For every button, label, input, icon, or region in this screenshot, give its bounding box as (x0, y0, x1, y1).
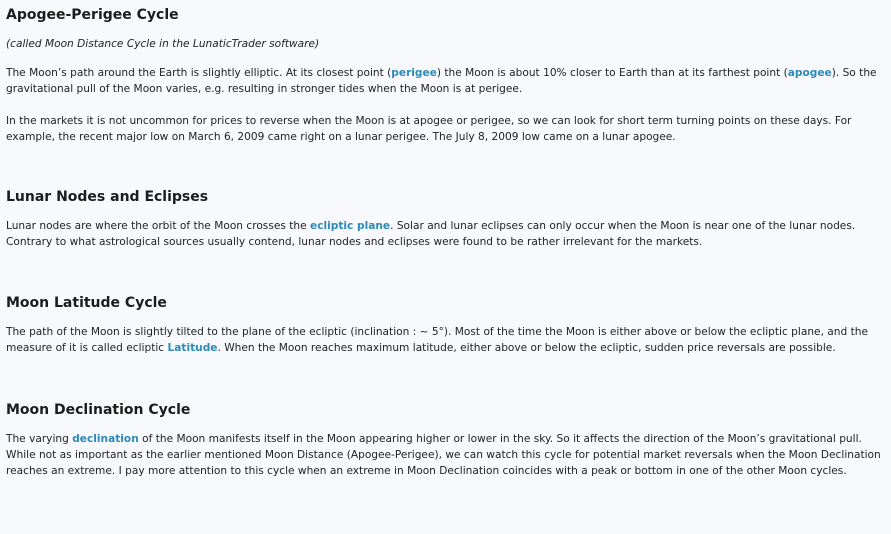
section-moon-declination (6, 401, 885, 479)
section-heading: Moon Latitude Cycle (6, 295, 167, 311)
paragraph-text: The varying (6, 433, 73, 445)
apogee-link[interactable]: apogee (787, 67, 832, 79)
section-heading: Lunar Nodes and Eclipses (6, 189, 209, 205)
paragraph-text: Lunar nodes are where the orbit of the Moon crosses the (6, 220, 311, 232)
paragraph (6, 431, 885, 479)
ecliptic-plane-link[interactable]: ecliptic plane (310, 220, 391, 232)
section-heading: Moon Declination Cycle (6, 402, 191, 418)
paragraph (6, 324, 885, 356)
paragraph-text: ) the Moon is about 10% closer to Earth than at its farthest point ( (436, 67, 788, 79)
paragraph-text: The path of the Moon is slightly tilted to the plane of the ecliptic (inclination : ~ 5°). Most of the time the Moon is either above or below the ecliptic plane, and the measure of it is called ecliptic (6, 326, 868, 354)
paragraph: In the markets it is not uncommon for prices to reverse when the Moon is at apogee or perigee, so we can look for short term turning points on these days. For example, the recent major low on March 6, 2009 came right on a lunar perigee. The July 8, 2009 low came on a lunar apogee. (6, 115, 852, 143)
paragraph-text: of the Moon manifests itself in the Moon appearing higher or lower in the sky. So it affects the direction of the Moon’s gravitational pull. While not as important as the earlier mentioned Moon Distance (Apogee-Perigee), we can watch this cycle for potential market reversals when the Moon Declination reaches an extreme. I pay more attention to this cycle when an extreme in Moon Declination coincides with a peak or bottom in one of the other Moon cycles. (6, 433, 881, 477)
perigee-link[interactable]: perigee (391, 67, 437, 79)
section-apogee-perigee (6, 0, 885, 145)
paragraph-text: ). So the gravitational pull of the Moon varies, e.g. resulting in stronger tides when the Moon is at perigee. (6, 67, 877, 95)
paragraph (6, 65, 885, 97)
declination-link[interactable]: declination (72, 433, 139, 445)
paragraph-text: The Moon’s path around the Earth is slightly elliptic. At its closest point ( (6, 67, 392, 79)
section-heading: Apogee-Perigee Cycle (6, 7, 179, 23)
section-subtitle: (called Moon Distance Cycle in the LunaticTrader software) (6, 38, 320, 50)
section-lunar-nodes (6, 188, 885, 250)
paragraph-text: . When the Moon reaches maximum latitude, either above or below the ecliptic, sudden price reversals are possible. (217, 342, 836, 354)
paragraph (6, 218, 885, 250)
paragraph-text: . Solar and lunar eclipses can only occur when the Moon is near one of the lunar nodes. Contrary to what astrological sources usually contend, lunar nodes and eclipses were found to be rather irrelevant for the markets. (6, 220, 856, 248)
latitude-link[interactable]: Latitude (167, 342, 218, 354)
section-moon-latitude (6, 294, 885, 356)
